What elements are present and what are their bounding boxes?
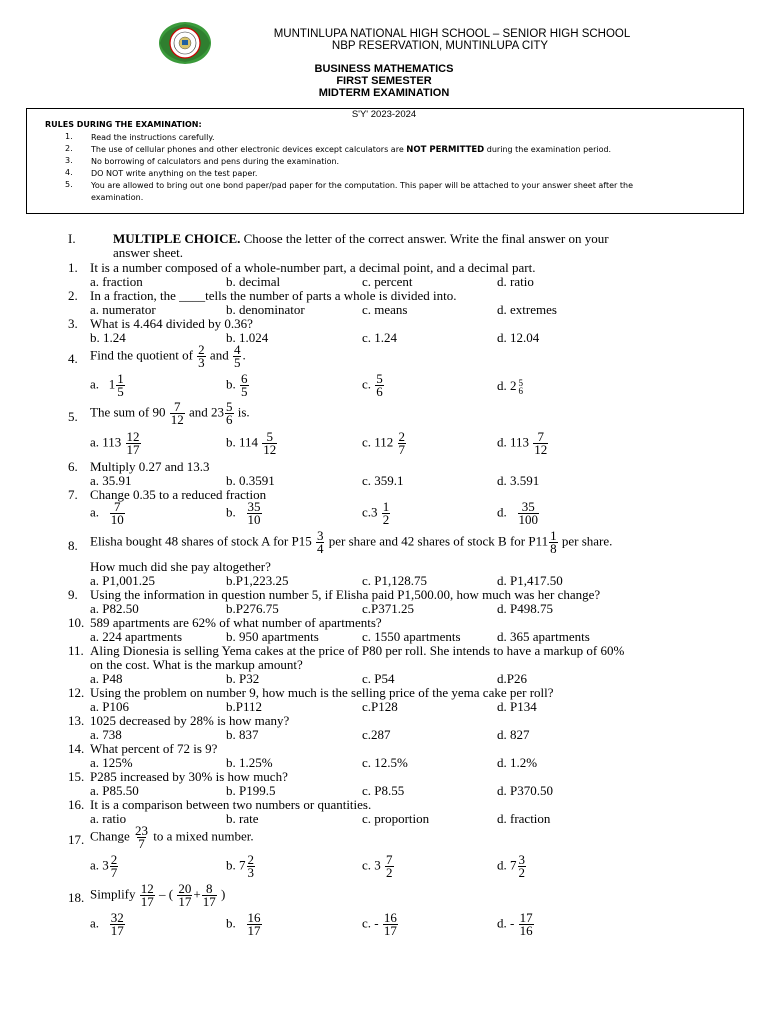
question-text: Find the quotient of $\frac{2}{3}$ and $\frac{4}{5}$ .	[90, 342, 246, 370]
choice-a: a. P82.50	[90, 601, 139, 616]
question-text: Aling Dionesia is selling Yema cakes at the price of P80 per roll. She intends to have a markup of 60%	[90, 643, 625, 658]
rule-text: You are allowed to bring out one bond paper/pad paper for the computation. This paper will be attached to your answer sheet after the	[91, 181, 634, 190]
choice-d: d. 2 5 6	[497, 378, 523, 397]
choice-a: a. 3 $\frac{2}{7}$	[90, 852, 118, 880]
choice-a: a. ratio	[90, 811, 127, 826]
question-number: 9.	[68, 587, 78, 602]
choice-a: a. 113 $\frac{12}{17}$	[90, 429, 140, 457]
choice-a: a. 1 $\frac{1}{5}$	[90, 371, 124, 399]
choice-c: c. 359.1	[362, 473, 404, 488]
question-number: 13.	[68, 713, 85, 728]
choice-d: d. $\frac{35}{100}$	[497, 499, 538, 527]
choice-a: b. 1.24	[90, 330, 126, 345]
choice-a: a. 224 apartments	[90, 629, 183, 644]
question-text-continued: How much did she pay altogether?	[90, 559, 271, 574]
choice-b: b. 1.024	[226, 330, 269, 345]
rules-box	[26, 108, 744, 214]
choice-d: d. P498.75	[497, 601, 553, 616]
question-text: What percent of 72 is 9?	[90, 741, 218, 756]
choice-d: d. P370.50	[497, 783, 553, 798]
school-year: S'Y' 2023-2024	[351, 109, 417, 120]
section-heading: MULTIPLE CHOICE. Choose the letter of the correct answer. Write the final answer on your	[113, 231, 609, 246]
choice-c: c. P54	[362, 671, 395, 686]
choice-c: c. P8.55	[362, 783, 405, 798]
question-text: Change 0.35 to a reduced fraction	[90, 487, 267, 502]
fraction: $\frac{4}{5}$	[233, 342, 241, 370]
rule-text: The use of cellular phones and other electronic devices except calculators are NOT PERMITTED during the examination period.	[91, 145, 612, 155]
choice-d: d. 12.04	[497, 330, 540, 345]
choice-b: b. rate	[226, 811, 259, 826]
fraction: $\frac{2}{3}$	[198, 342, 205, 370]
question-text: Change $\frac{23}{7}$ to a mixed number.	[90, 823, 254, 851]
choice-d: d. 1.2%	[497, 755, 538, 770]
rule-text: Read the instructions carefully.	[91, 133, 215, 142]
rule-text-continued: examination.	[91, 193, 144, 202]
question-text: In a fraction, the ____tells the number of parts a whole is divided into.	[90, 288, 457, 303]
choice-d: d. 827	[497, 727, 530, 742]
section-number: I.	[68, 231, 76, 246]
rule-number: 3.	[65, 156, 73, 165]
choice-d: d. P1,417.50	[497, 573, 563, 588]
choice-a: a. 35.91	[90, 473, 132, 488]
choice-c: c. 3 $\frac{7}{2}$	[362, 852, 393, 880]
question-text: It is a comparison between two numbers or quantities.	[90, 797, 372, 812]
question-text: What is 4.464 divided by 0.36?	[90, 316, 253, 331]
rule-number: 1.	[65, 132, 73, 141]
question-number: 3.	[68, 316, 78, 331]
question-number: 14.	[68, 741, 85, 756]
choice-a: a. $\frac{32}{17}$	[90, 910, 124, 938]
choice-b: b. 7 $\frac{2}{3}$	[226, 852, 254, 880]
question-text: The sum of 90 $\frac{7}{12}$ and 23 $\frac{5}{6}$ is.	[90, 399, 250, 427]
choice-b: b. P199.5	[226, 783, 276, 798]
choice-c: c. proportion	[362, 811, 430, 826]
choice-b: b.P276.75	[226, 601, 279, 616]
choice-c: c. 12.5%	[362, 755, 408, 770]
rule-number: 5.	[65, 180, 73, 189]
choice-c: c.P371.25	[362, 601, 414, 616]
question-number: 15.	[68, 769, 85, 784]
choice-b: b. $\frac{6}{5}$	[226, 371, 248, 399]
choice-d: d. P134	[497, 699, 537, 714]
choice-a: a. P106	[90, 699, 129, 714]
rules-title: RULES DURING THE EXAMINATION:	[45, 120, 202, 129]
choice-b: b. 1.25%	[226, 755, 273, 770]
choice-a: a. P85.50	[90, 783, 139, 798]
rule-text: DO NOT write anything on the test paper.	[91, 169, 258, 178]
school-name: MUNTINLUPA NATIONAL HIGH SCHOOL – SENIOR HIGH SCHOOL	[273, 28, 631, 40]
choice-d: d. - $\frac{17}{16}$	[497, 910, 533, 938]
question-number: 10.	[68, 615, 85, 630]
question-number: 12.	[68, 685, 85, 700]
rule-number: 4.	[65, 168, 73, 177]
choice-d: d. 113 $\frac{7}{12}$	[497, 429, 548, 457]
choice-b: b. 950 apartments	[226, 629, 319, 644]
choice-b: b. 114 $\frac{5}{12}$	[226, 429, 277, 457]
choice-b: b. 837	[226, 727, 259, 742]
question-text: 589 apartments are 62% of what number of apartments?	[90, 615, 382, 630]
question-text-continued: on the cost. What is the markup amount?	[90, 657, 303, 672]
choice-b: b. denominator	[226, 302, 305, 317]
choice-b: b.P112	[226, 699, 262, 714]
section-instructions-continued: answer sheet.	[113, 245, 184, 260]
choice-b: b.P1,223.25	[226, 573, 289, 588]
choice-c: c.287	[362, 727, 391, 742]
question-number: 5.	[68, 409, 78, 424]
choice-a: a. numerator	[90, 302, 156, 317]
choice-b: b. $\frac{35}{10}$	[226, 499, 261, 527]
choice-d: d. fraction	[497, 811, 551, 826]
question-number: 16.	[68, 797, 85, 812]
choice-c: c. means	[362, 302, 408, 317]
question-text: It is a number composed of a whole-number part, a decimal point, and a decimal part.	[90, 260, 536, 275]
choice-d: d. 3.591	[497, 473, 540, 488]
subject-title: BUSINESS MATHEMATICS	[314, 63, 454, 75]
choice-c: c.3 $\frac{1}{2}$	[362, 499, 390, 527]
choice-d: d. ratio	[497, 274, 534, 289]
choice-b: b. P32	[226, 671, 260, 686]
choice-a: a. P48	[90, 671, 123, 686]
choice-c: c. P1,128.75	[362, 573, 427, 588]
choice-c: c. $\frac{5}{6}$	[362, 371, 383, 399]
question-number: 7.	[68, 487, 78, 502]
question-number: 18.	[68, 890, 85, 905]
rule-number: 2.	[65, 144, 73, 153]
question-number: 2.	[68, 288, 78, 303]
choice-a: a. $\frac{7}{10}$	[90, 499, 124, 527]
semester-title: FIRST SEMESTER	[336, 75, 432, 87]
question-text: Using the problem on number 9, how much is the selling price of the yema cake per roll?	[90, 685, 554, 700]
choice-a: a. 125%	[90, 755, 133, 770]
choice-b: b. $\frac{16}{17}$	[226, 910, 261, 938]
choice-c: c. 1550 apartments	[362, 629, 461, 644]
choice-c: c. 1.24	[362, 330, 398, 345]
question-number: 4.	[68, 351, 78, 366]
question-text: Elisha bought 48 shares of stock A for P15 $\frac{3}{4}$ per share and 42 shares of stock B for P11 $\frac{1}{8}$ per share.	[90, 528, 613, 556]
question-number: 8.	[68, 538, 78, 553]
school-address: NBP RESERVATION, MUNTINLUPA CITY	[331, 40, 549, 52]
choice-b: b. 0.3591	[226, 473, 275, 488]
choice-b: b. decimal	[226, 274, 281, 289]
choice-a: a. P1,001.25	[90, 573, 155, 588]
question-text: P285 increased by 30% is how much?	[90, 769, 288, 784]
exam-title: MIDTERM EXAMINATION	[318, 87, 450, 99]
school-logo	[158, 20, 212, 66]
question-number: 6.	[68, 459, 78, 474]
question-number: 17.	[68, 832, 85, 847]
question-text: Simplify $\frac{12}{17}$ – ( $\frac{20}{17}$ + $\frac{8}{17}$ )	[90, 881, 226, 909]
question-text: Using the information in question number 5, if Elisha paid P1,500.00, how much was her change?	[90, 587, 601, 602]
question-text: Multiply 0.27 and 13.3	[90, 459, 210, 474]
choice-c: c. 112 $\frac{2}{7}$	[362, 429, 406, 457]
choice-c: c. - $\frac{16}{17}$	[362, 910, 397, 938]
choice-c: c.P128	[362, 699, 398, 714]
question-text: 1025 decreased by 28% is how many?	[90, 713, 290, 728]
choice-d: d. 7 $\frac{3}{2}$	[497, 852, 525, 880]
choice-d: d. extremes	[497, 302, 557, 317]
choice-a: a. fraction	[90, 274, 143, 289]
choice-d: d. 365 apartments	[497, 629, 590, 644]
question-number: 11.	[68, 643, 84, 658]
choice-a: a. 738	[90, 727, 122, 742]
question-number: 1.	[68, 260, 78, 275]
choice-c: c. percent	[362, 274, 413, 289]
rule-text: No borrowing of calculators and pens during the examination.	[91, 157, 340, 166]
choice-d: d.P26	[497, 671, 527, 686]
